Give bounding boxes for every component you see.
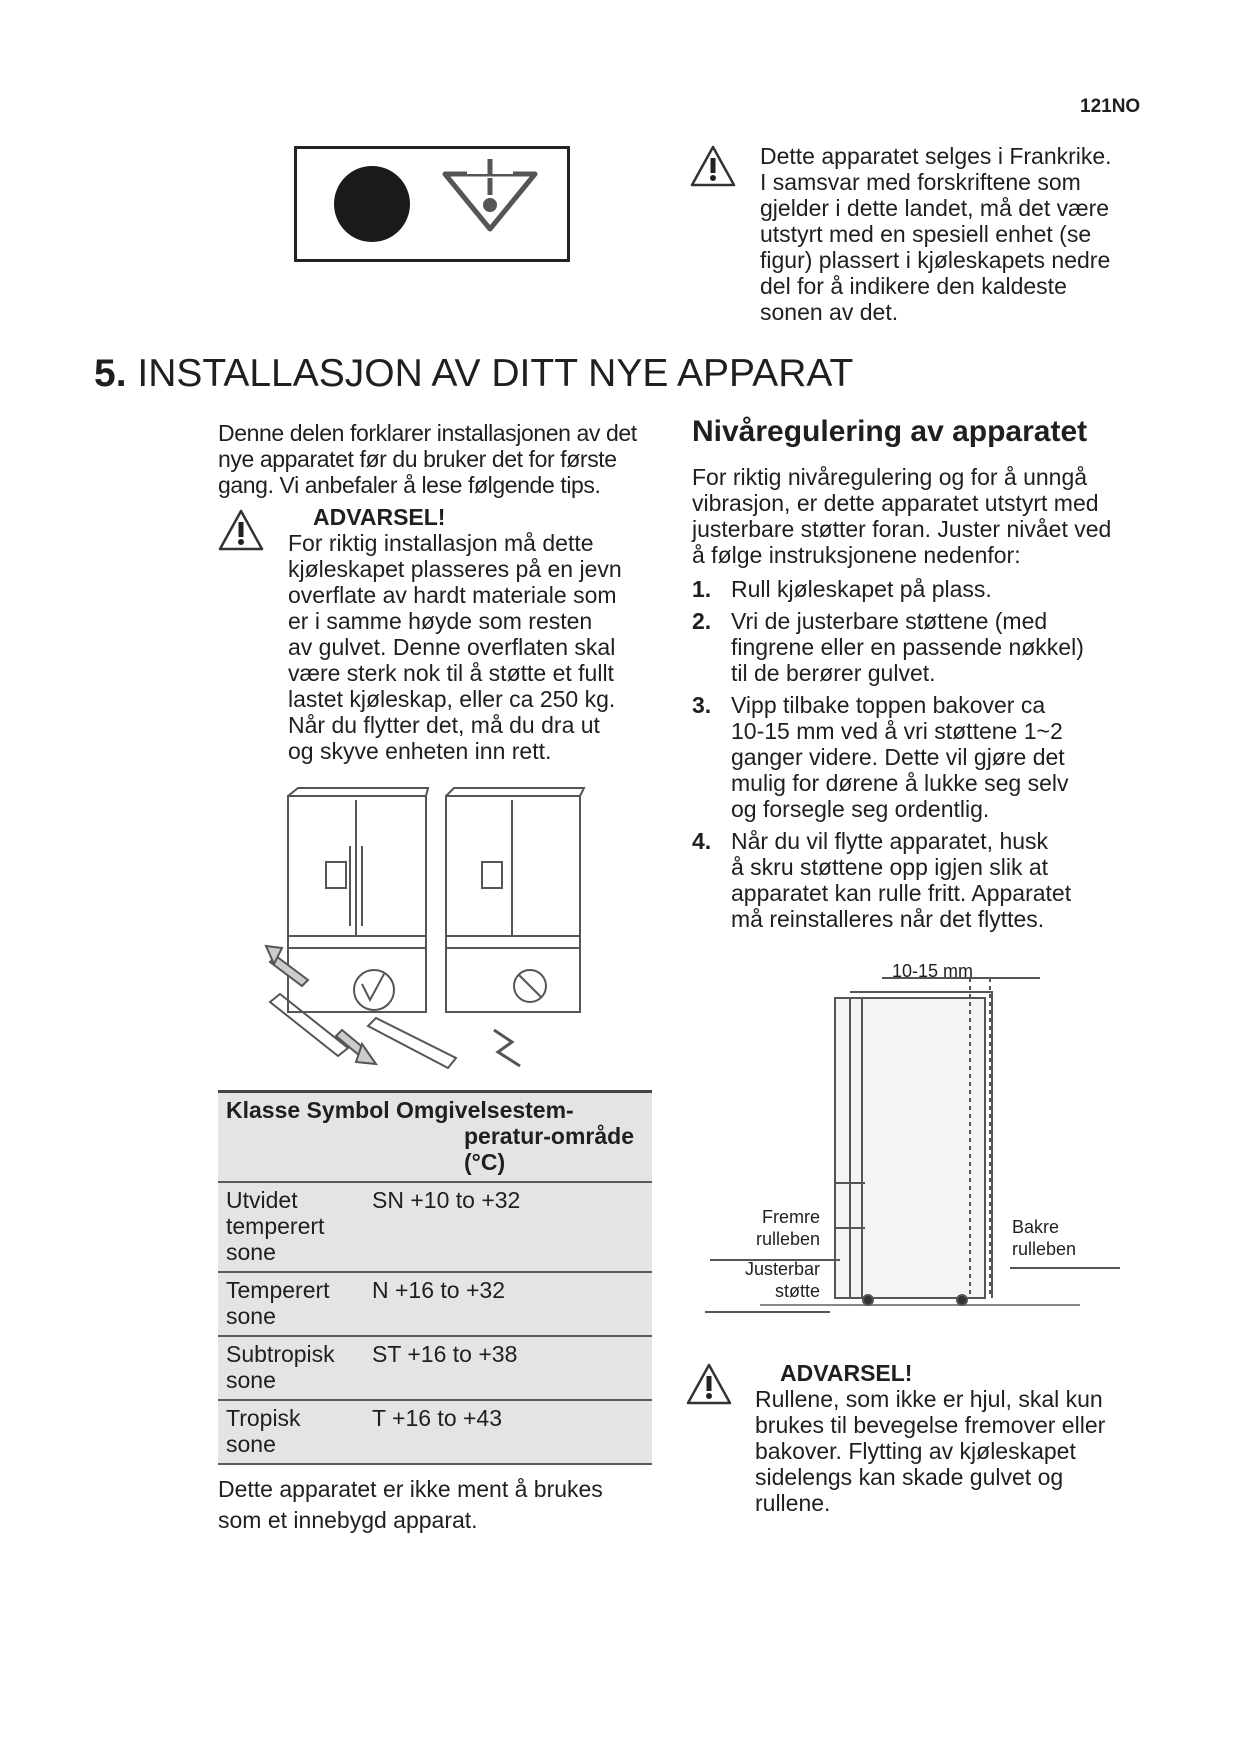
table-row: Tropisk sone T +16 to +43 bbox=[218, 1400, 652, 1464]
table-row: Subtropisk sone ST +16 to +38 bbox=[218, 1336, 652, 1400]
leveling-steps bbox=[692, 576, 1132, 938]
rear-roller-label: Bakre rulleben bbox=[1012, 1217, 1077, 1259]
france-note: Dette apparatet selges i Frankrike. I samsvar med forskriftene som gjelder i dette landet, må det være utstyrt med en spesiell enhet (se figur) plassert i kjøleskapets nedre del for å indikere den kaldeste sonen av det. bbox=[760, 143, 1112, 325]
coldest-zone-figure bbox=[294, 146, 570, 262]
leveling-heading: Nivåregulering av apparatet bbox=[692, 415, 1088, 448]
section-heading bbox=[94, 352, 853, 396]
warning2-title: ADVARSEL! bbox=[780, 1360, 913, 1386]
builtin-note: Dette apparatet er ikke ment å brukes som et innebygd apparat. bbox=[218, 1476, 603, 1533]
table-row: Utvidet temperert sone SN +10 to +32 bbox=[218, 1182, 652, 1272]
front-roller-label: Fremre rulleben bbox=[755, 1207, 820, 1249]
warning1-text: For riktig installasjon må dette kjøleskapet plasseres på en jevn overflate av hardt materiale som er i samme høyde som resten av gulvet. Denne overflaten skal være sterk nok til å støtte et fullt lastet kjøleskap, eller ca 250 kg. Når du flytter det, må du dra ut og skyve enheten inn rett. bbox=[288, 530, 622, 764]
warning1-title: ADVARSEL! bbox=[313, 504, 446, 530]
climate-class-table bbox=[218, 1090, 652, 1465]
section-number: 5. bbox=[94, 352, 127, 395]
list-item: 1. Rull kjøleskapet på plass. bbox=[692, 576, 992, 602]
fridge-moving-illustration bbox=[258, 786, 608, 1076]
table-row: Temperert sone N +16 to +32 bbox=[218, 1272, 652, 1336]
list-item: 3. Vipp tilbake toppen bakover ca 10-15 mm ved å vri støttene 1~2 ganger videre. Dette vil gjøre det mulig for dørene å lukke seg selv og forsegle seg ordentlig. bbox=[692, 692, 1069, 822]
intro-paragraph: Denne delen forklarer installasjonen av det nye apparatet før du bruker det for første gang. Vi anbefaler å lese følgende tips. bbox=[218, 420, 637, 498]
coldest-zone-symbol-icon bbox=[297, 149, 567, 259]
warning-triangle-icon bbox=[218, 508, 264, 552]
adjustable-foot-label: Justerbar støtte bbox=[744, 1259, 820, 1301]
fridge-correct-figure bbox=[266, 788, 456, 1068]
page-number: 121NO bbox=[1080, 96, 1141, 117]
table-header: Klasse Symbol Omgivelsestem- peratur-område (°C) bbox=[218, 1092, 652, 1183]
warning-triangle-icon bbox=[690, 144, 736, 188]
leveling-intro: For riktig nivåregulering og for å unngå vibrasjon, er dette apparatet utstyrt med justerbare støtter foran. Juster nivået ved å følge instruksjonene nedenfor: bbox=[692, 464, 1112, 568]
warning-triangle-icon bbox=[686, 1362, 732, 1406]
list-item: 4. Når du vil flytte apparatet, husk å skru støttene opp igjen slik at apparatet kan rulle fritt. Apparatet må reinstalleres når det flyttes. bbox=[692, 828, 1072, 932]
list-item: 2. Vri de justerbare støttene (med fingrene eller en passende nøkkel) til de berører gulvet. bbox=[692, 608, 1084, 686]
warning2-text: Rullene, som ikke er hjul, skal kun brukes til bevegelse fremover eller bakover. Flytting av kjøleskapet sidelengs kan skade gulvet og rullene. bbox=[755, 1386, 1106, 1516]
section-title: INSTALLASJON AV DITT NYE APPARAT bbox=[137, 352, 854, 395]
dimension-label: 10-15 mm bbox=[892, 961, 974, 981]
fridge-incorrect-figure bbox=[446, 788, 584, 1066]
